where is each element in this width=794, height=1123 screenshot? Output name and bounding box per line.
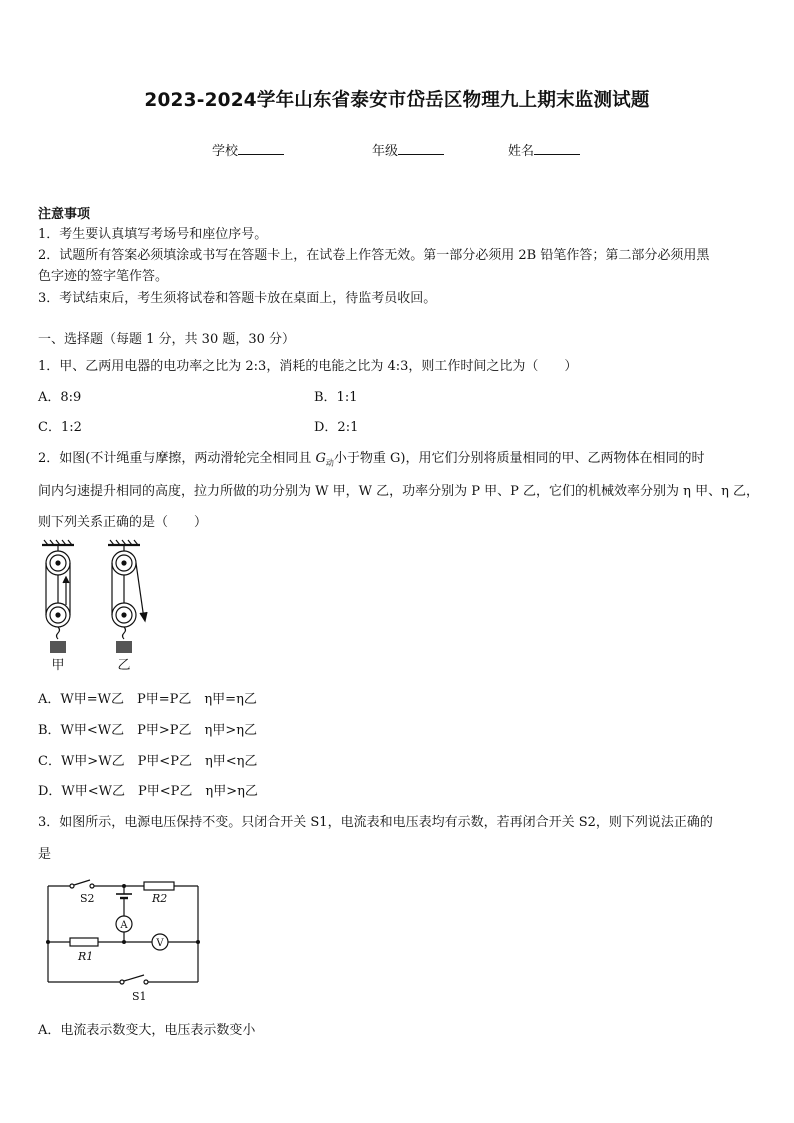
q2-option-c[interactable]: C．W甲>W乙 P甲<P乙 η甲<η乙 — [38, 754, 258, 769]
pulley-figure — [38, 537, 148, 673]
notice-item: 2．试题所有答案必须填涂或书写在答题卡上，在试卷上作答无效。第一部分必须用 2B 铅笔作答；第二部分必须用黑 — [38, 248, 710, 263]
pulley-label-jia: 甲 — [51, 658, 65, 673]
name-label: 姓名 — [508, 144, 535, 159]
notice-item: 1．考生要认真填写考场号和座位序号。 — [38, 227, 268, 242]
q1-option-d[interactable]: D．2:1 — [314, 420, 359, 435]
school-field — [212, 140, 284, 159]
name-blank[interactable] — [534, 142, 580, 155]
grade-label: 年级 — [372, 144, 399, 159]
question-2-line-2: 间内匀速提升相同的高度，拉力所做的功分别为 W 甲，W 乙，功率分别为 P 甲、P 乙，它们的机械效率分别为 η 甲、η 乙， — [38, 484, 759, 499]
switch-s1-label: S1 — [132, 990, 147, 1003]
pulley-label-yi: 乙 — [117, 658, 131, 673]
q2-option-a[interactable]: A．W甲=W乙 P甲=P乙 η甲=η乙 — [38, 692, 257, 707]
question-2-line-3: 则下列关系正确的是（ ） — [38, 515, 208, 530]
q2-sub-dong: 动 — [325, 458, 334, 468]
name-field — [508, 140, 580, 159]
q2-text-a: 2．如图(不计绳重与摩擦，两动滑轮完全相同且 — [38, 451, 316, 466]
question-3-line-1: 3．如图所示，电源电压保持不变。只闭合开关 S1，电流表和电压表均有示数，若再闭合开关 S2，则下列说法正确的 — [38, 815, 713, 830]
notice-item: 色字迹的签字笔作答。 — [38, 269, 169, 284]
notice-item: 3．考试结束后，考生须将试卷和答题卡放在桌面上，待监考员收回。 — [38, 291, 437, 306]
q2-text-b: 小于物重 — [333, 451, 391, 466]
section-heading: 一、选择题（每题 1 分，共 30 题，30 分） — [38, 332, 296, 347]
q1-option-a[interactable]: A．8:9 — [38, 390, 82, 405]
q3-option-a[interactable]: A．电流表示数变大，电压表示数变小 — [38, 1023, 256, 1038]
voltmeter-icon: V — [156, 938, 164, 949]
resistor-r1-label: R1 — [78, 950, 94, 963]
page-title: 2023-2024学年山东省泰安市岱岳区物理九上期末监测试题 — [144, 90, 650, 111]
q2-option-b[interactable]: B．W甲<W乙 P甲>P乙 η甲>η乙 — [38, 723, 258, 738]
q1-option-b[interactable]: B．1:1 — [314, 390, 358, 405]
school-label: 学校 — [212, 144, 239, 159]
resistor-r2-label: R2 — [152, 892, 168, 905]
grade-field — [372, 140, 444, 159]
grade-blank[interactable] — [398, 142, 444, 155]
question-3-line-2: 是 — [38, 847, 52, 862]
q2-symbol-g: G — [315, 451, 326, 466]
q2-text-c: G)，用它们分别将质量相同的甲、乙两物体在相同的时 — [390, 451, 705, 466]
q1-option-c[interactable]: C．1:2 — [38, 420, 82, 435]
school-blank[interactable] — [238, 142, 284, 155]
q2-option-d[interactable]: D．W甲<W乙 P甲<P乙 η甲>η乙 — [38, 784, 258, 799]
question-2-line-1 — [38, 447, 704, 469]
circuit-figure — [40, 876, 208, 1006]
notice-heading: 注意事项 — [38, 207, 91, 222]
ammeter-icon: A — [120, 920, 128, 931]
question-1-stem: 1．甲、乙两用电器的电功率之比为 2:3，消耗的电能之比为 4:3，则工作时间之比为（ ） — [38, 359, 578, 374]
switch-s2-label: S2 — [80, 892, 95, 905]
